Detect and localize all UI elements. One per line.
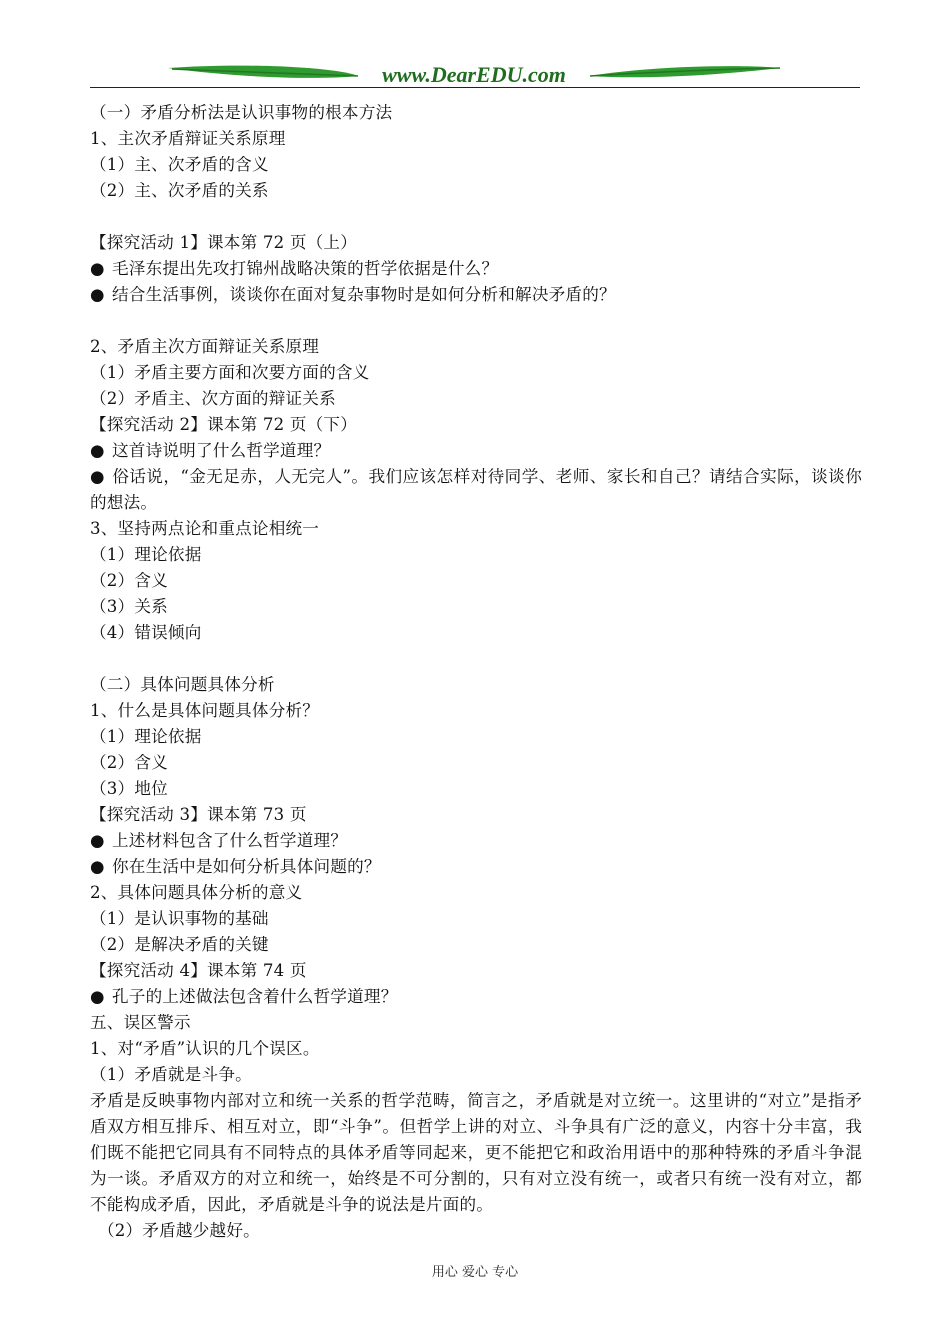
bullet-icon: ● xyxy=(90,441,105,460)
document-body xyxy=(90,100,862,1244)
bullet-icon: ● xyxy=(90,987,105,1006)
page-footer: 用心 爱心 专心 xyxy=(431,1265,519,1280)
dearedu-logo xyxy=(90,58,860,90)
section-heading: 五、误区警示 xyxy=(90,1013,191,1032)
bullet-icon: ● xyxy=(90,259,105,278)
blank-line xyxy=(90,204,862,230)
list-item: （2）含义 xyxy=(90,753,168,772)
list-item: （2）主、次矛盾的关系 xyxy=(90,181,269,200)
bullet-question: ● 这首诗说明了什么哲学道理？ xyxy=(90,438,862,464)
activity-heading: 【探究活动 3】课本第 73 页 xyxy=(90,805,307,824)
subsection-heading: 2、具体问题具体分析的意义 xyxy=(90,883,303,902)
explanation-paragraph: 矛盾是反映事物内部对立和统一关系的哲学范畴，简言之，矛盾就是对立统一。这里讲的“对立”是指矛盾双方相互排斥、相互对立，即“斗争”。但哲学上讲的对立、斗争具有广泛的意义，内容十分丰富，我们既不能把它同具有不同特点的具体矛盾等同起来，更不能把它和政治用语中的那种特殊的矛盾斗争混为一谈。矛盾双方的对立和统一，始终是不可分割的，只有对立没有统一，或者只有统一没有对立，都不能构成矛盾，因此，矛盾就是斗争的说法是片面的。 xyxy=(90,1091,862,1214)
activity-heading: 【探究活动 4】课本第 74 页 xyxy=(90,961,307,980)
list-item: （1）理论依据 xyxy=(90,545,202,564)
list-item: （4）错误倾向 xyxy=(90,623,202,642)
list-item: （2）矛盾主、次方面的辩证关系 xyxy=(90,389,336,408)
subsection-heading: 1、什么是具体问题具体分析？ xyxy=(90,701,320,720)
bullet-icon: ● xyxy=(90,285,105,304)
list-item: （1）理论依据 xyxy=(90,727,202,746)
bullet-question: ● 你在生活中是如何分析具体问题的？ xyxy=(90,854,862,880)
bullet-question: ● 毛泽东提出先攻打锦州战略决策的哲学依据是什么？ xyxy=(90,256,862,282)
list-item: （1）矛盾就是斗争。 xyxy=(90,1065,252,1084)
header-divider xyxy=(90,87,860,88)
subsection-heading: 1、主次矛盾辩证关系原理 xyxy=(90,129,286,148)
bullet-icon: ● xyxy=(90,467,105,486)
bullet-icon: ● xyxy=(90,857,105,876)
list-item: （1）主、次矛盾的含义 xyxy=(90,155,269,174)
blank-line xyxy=(90,308,862,334)
list-item: （1）是认识事物的基础 xyxy=(90,909,269,928)
section-heading: （二）具体问题具体分析 xyxy=(90,675,275,694)
list-item: （3）地位 xyxy=(90,779,168,798)
list-item: （2）矛盾越少越好。 xyxy=(98,1221,260,1240)
right-swoosh xyxy=(590,66,780,77)
activity-heading: 【探究活动 1】课本第 72 页（上） xyxy=(90,233,358,252)
bullet-icon: ● xyxy=(90,831,105,850)
list-item: （2）是解决矛盾的关键 xyxy=(90,935,269,954)
list-item: （3）关系 xyxy=(90,597,168,616)
activity-heading: 【探究活动 2】课本第 72 页（下） xyxy=(90,415,358,434)
list-item: （1）矛盾主要方面和次要方面的含义 xyxy=(90,363,370,382)
bullet-question: ● 孔子的上述做法包含着什么哲学道理？ xyxy=(90,984,862,1010)
list-item: （2）含义 xyxy=(90,571,168,590)
subsection-heading: 1、对“矛盾”认识的几个误区。 xyxy=(90,1039,320,1058)
subsection-heading: 3、坚持两点论和重点论相统一 xyxy=(90,519,320,538)
subsection-heading: 2、矛盾主次方面辩证关系原理 xyxy=(90,337,320,356)
section-heading: （一）矛盾分析法是认识事物的根本方法 xyxy=(90,103,393,122)
bullet-question: ● 俗话说，“金无足赤，人无完人”。我们应该怎样对待同学、老师、家长和自己？请结合实际，谈谈你的想法。 xyxy=(90,464,862,516)
logo-text: www.DearEDU.com xyxy=(382,62,566,87)
bullet-question: ● 上述材料包含了什么哲学道理？ xyxy=(90,828,862,854)
site-header-banner xyxy=(90,58,860,90)
blank-line xyxy=(90,646,862,672)
bullet-question: ● 结合生活事例，谈谈你在面对复杂事物时是如何分析和解决矛盾的？ xyxy=(90,282,862,308)
